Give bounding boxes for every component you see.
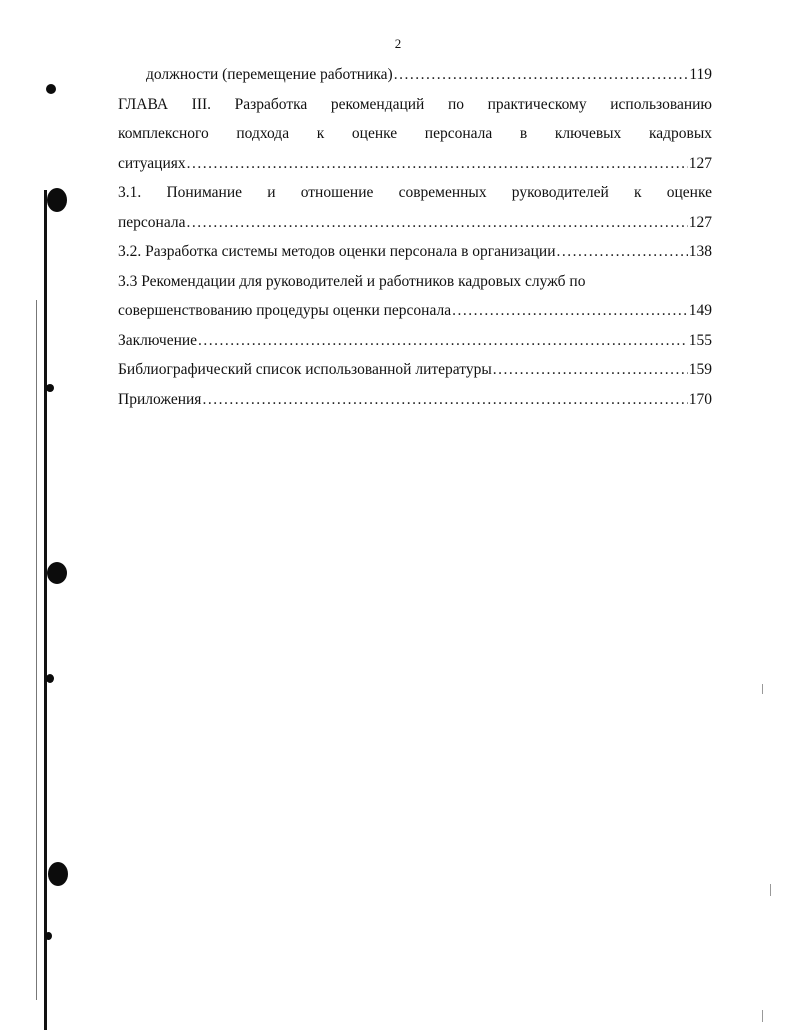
dot-leader <box>493 355 688 385</box>
dot-leader <box>186 208 687 238</box>
punch-hole <box>47 562 67 584</box>
toc-entry-text: Заключение <box>118 331 198 349</box>
toc-entry <box>118 355 712 385</box>
toc-entry <box>118 296 712 326</box>
toc-entry-line <box>118 90 712 120</box>
dot-leader <box>452 296 688 326</box>
toc-entry-line <box>118 267 712 297</box>
punch-hole <box>47 188 67 212</box>
toc-entry-text: 3.1. Понимание и отношение современных руководителей к оценке <box>118 184 712 201</box>
scan-speck <box>770 884 771 896</box>
toc-entry <box>118 208 712 238</box>
toc-entry <box>118 60 712 90</box>
toc-entry-line <box>118 119 712 149</box>
dot-leader <box>557 237 688 267</box>
toc-entry-text: ситуациях <box>118 154 186 172</box>
toc-entry-page: 159 <box>688 361 712 378</box>
punch-hole <box>46 384 54 392</box>
dot-leader <box>198 326 688 356</box>
toc-entry-text: Библиографический список использованной литературы <box>118 361 492 378</box>
toc-entry-text: совершенствованию процедуры оценки персонала <box>118 302 452 319</box>
table-of-contents <box>118 60 712 414</box>
punch-hole <box>46 674 54 683</box>
dot-leader <box>202 385 687 415</box>
toc-entry-page: 127 <box>688 154 712 172</box>
scan-speck <box>762 1010 763 1022</box>
toc-entry-text: 3.3 Рекомендации для руководителей и работников кадровых служб по <box>118 272 586 290</box>
punch-hole <box>45 932 52 940</box>
toc-entry-text: 3.2. Разработка системы методов оценки персонала в организации <box>118 243 556 260</box>
toc-entry <box>118 385 712 415</box>
toc-entry-page: 149 <box>688 302 712 319</box>
scan-speck <box>762 684 763 694</box>
binding-line-thin <box>36 300 37 1000</box>
toc-entry-text: комплексного подхода к оценке персонала в ключевых кадровых <box>118 125 712 142</box>
toc-entry-page: 138 <box>688 243 712 260</box>
toc-entry <box>118 326 712 356</box>
toc-entry-text: ГЛАВА III. Разработка рекомендаций по практическому использованию <box>118 95 712 113</box>
toc-entry-text: персонала <box>118 213 186 231</box>
dot-leader <box>394 60 689 90</box>
dot-leader <box>187 149 688 179</box>
toc-entry-line <box>118 178 712 208</box>
toc-entry-page: 119 <box>689 66 712 83</box>
toc-entry-page: 127 <box>688 213 712 231</box>
toc-entry-text: должности (перемещение работника) <box>146 66 393 83</box>
page-number: 2 <box>394 36 402 51</box>
toc-entry <box>118 149 712 179</box>
toc-entry <box>118 237 712 267</box>
toc-entry-page: 155 <box>688 331 712 349</box>
toc-entry-page: 170 <box>688 390 712 408</box>
toc-entry-text: Приложения <box>118 390 202 408</box>
punch-hole <box>46 84 56 94</box>
punch-hole <box>48 862 68 886</box>
binding-line <box>44 190 47 1030</box>
